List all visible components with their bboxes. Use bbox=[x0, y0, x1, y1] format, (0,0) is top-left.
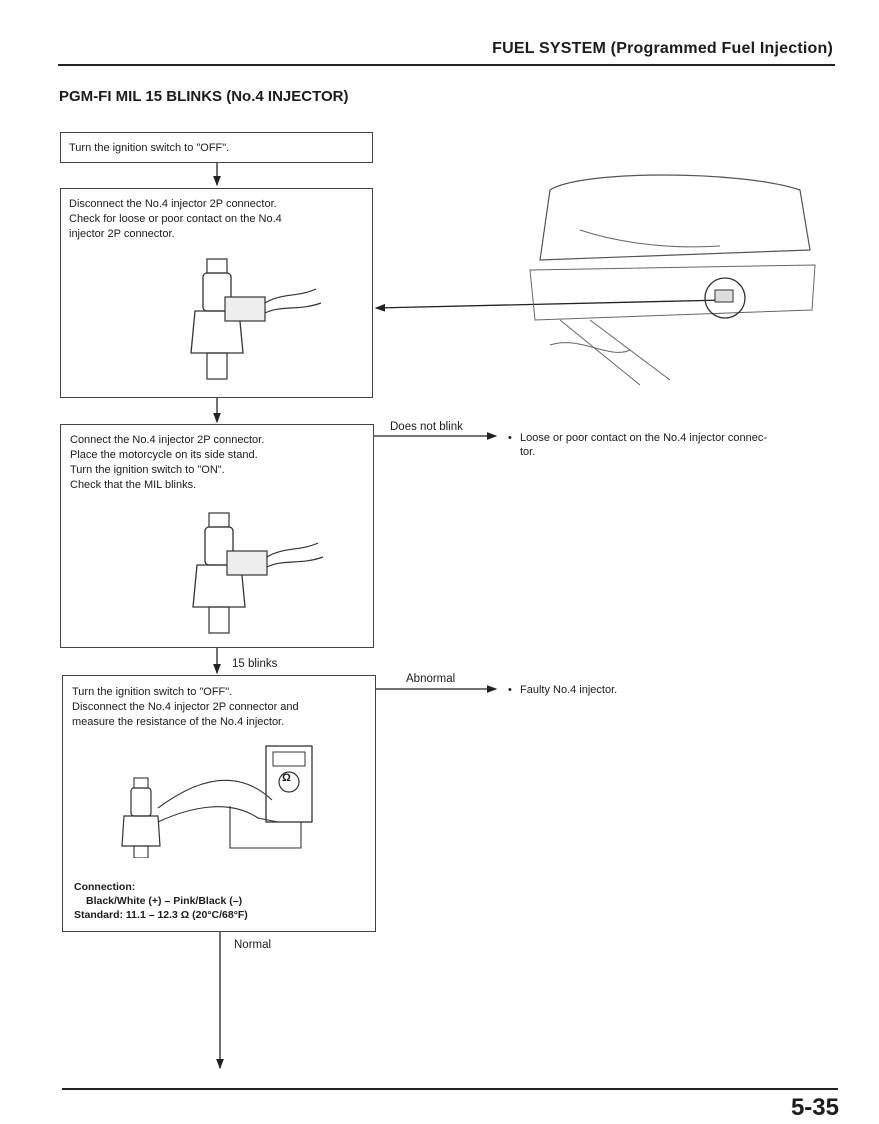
label-abnormal: Abnormal bbox=[406, 673, 456, 685]
result-faulty-injector bbox=[508, 683, 808, 697]
step-2-text: Disconnect the No.4 injector 2P connector. Check for loose or poor contact on the No.4 injector 2P connector. bbox=[69, 198, 282, 240]
injector-connector-illustration bbox=[181, 253, 331, 388]
step-box-1 bbox=[60, 132, 373, 163]
ohm-symbol: Ω bbox=[282, 772, 291, 784]
step-box-4 bbox=[62, 675, 376, 932]
connection-block bbox=[74, 880, 248, 922]
step-3-text: Connect the No.4 injector 2P connector. Place the motorcycle on its side stand. Turn the ignition switch to "ON". Check that the MIL blinks. bbox=[70, 434, 265, 491]
header-title: FUEL SYSTEM (Programmed Fuel Injection) bbox=[492, 40, 833, 57]
connection-label: Connection: bbox=[74, 881, 136, 893]
injector-connector-illustration-2 bbox=[183, 507, 333, 642]
standard-value: Standard: 11.1 – 12.3 Ω (20°C/68°F) bbox=[74, 909, 248, 921]
bullet-dot: • bbox=[508, 684, 512, 696]
result-faulty-text: Faulty No.4 injector. bbox=[520, 684, 618, 696]
footer-rule bbox=[62, 1088, 838, 1090]
label-15-blinks: 15 blinks bbox=[232, 658, 278, 670]
section-title: PGM-FI MIL 15 BLINKS (No.4 INJECTOR) bbox=[59, 88, 349, 105]
result-loose-contact bbox=[508, 431, 838, 459]
connection-value: Black/White (+) – Pink/Black (–) bbox=[86, 895, 243, 907]
engine-illustration bbox=[520, 170, 820, 390]
step-box-3 bbox=[60, 424, 374, 648]
step-4-text: Turn the ignition switch to "OFF". Disconnect the No.4 injector 2P connector and measure the resistance of the No.4 injector. bbox=[72, 686, 299, 728]
page-number: 5-35 bbox=[790, 1094, 839, 1121]
multimeter-injector-illustration bbox=[118, 738, 378, 858]
result-loose-text: Loose or poor contact on the No.4 injector connec- tor. bbox=[520, 432, 768, 458]
label-normal: Normal bbox=[234, 939, 272, 951]
bullet-dot: • bbox=[508, 432, 512, 444]
step-box-2 bbox=[60, 188, 373, 398]
label-does-not-blink: Does not blink bbox=[390, 421, 463, 433]
step-1-text: Turn the ignition switch to "OFF". bbox=[69, 142, 230, 154]
